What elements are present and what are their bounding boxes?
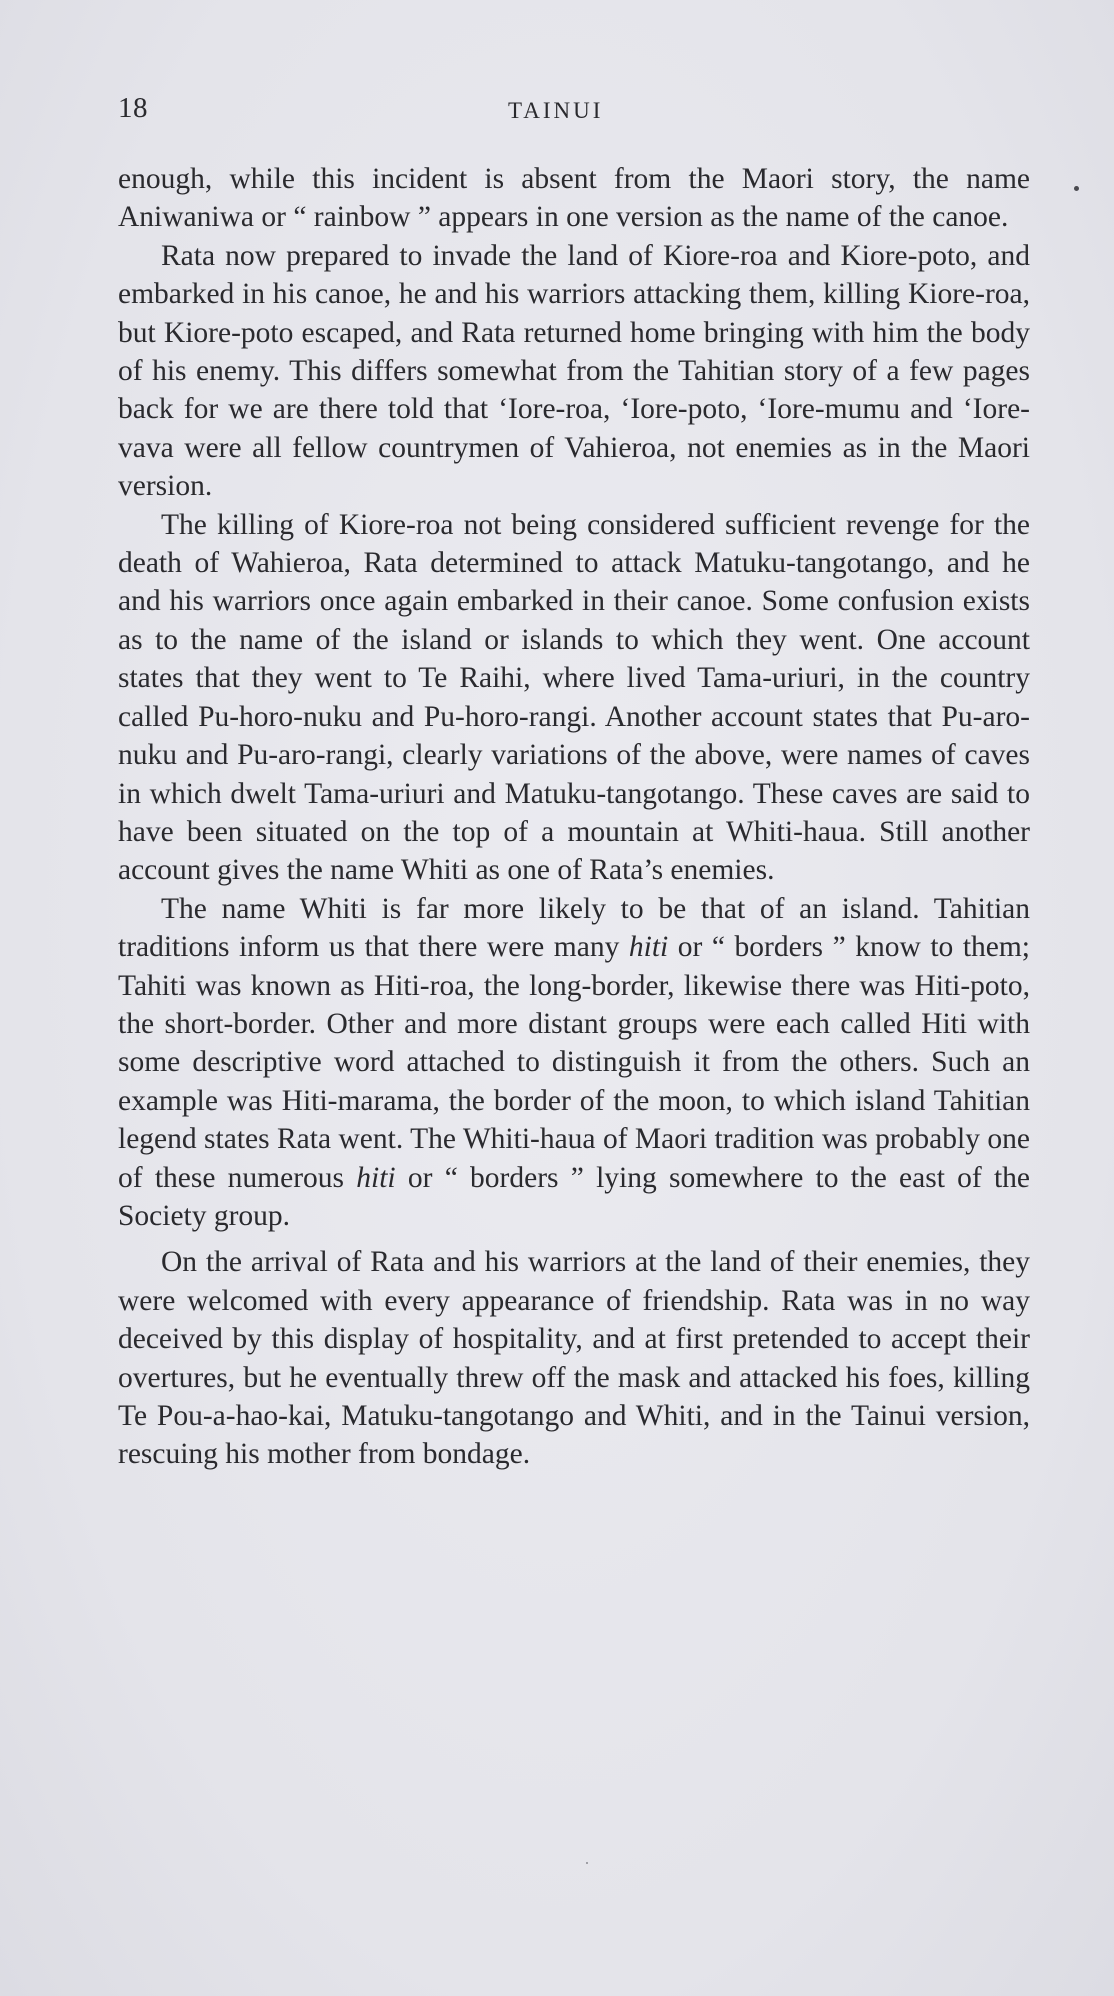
running-head	[118, 92, 1028, 132]
running-title: TAINUI	[508, 98, 604, 123]
paragraph-4	[118, 890, 1030, 1236]
italic-term-hiti: hiti	[628, 931, 669, 964]
paragraph-4-text-c: or “ borders ” lying somewhere to the east of the Society group.	[118, 1161, 1031, 1232]
paragraph-2: Rata now prepared to invade the land of Kiore-roa and Kiore-poto, and embarked in his canoe, he and his warriors attacking them, killing Kiore-roa, but Kiore-poto escaped, and Rata returned home bringing with him the body of his enemy. This differs somewhat from the Tahitian story of a few pages back for we are there told that ‘Iore-roa, ‘Iore-poto, ‘Iore-mumu and ‘Iore-vava were all fellow countrymen of Vahieroa, not enemies as in the Maori version.	[118, 239, 1030, 503]
margin-mark	[1074, 186, 1079, 191]
italic-term-hiti-2: hiti	[356, 1161, 396, 1194]
paragraph-4-text-b: or “ borders ” know to them; Tahiti was known as Hiti-roa, the long-border, likewise there was Hiti-poto, the short-border. Other and more distant groups were each called Hiti with some descriptive word attached to distinguish it from the others. Such an example was Hiti-marama, the border of the moon, to which island Tahitian legend states Rata went. The Whiti-haua of Maori tradition was probably one of these numerous	[118, 931, 1030, 1194]
page-number: 18	[118, 92, 148, 124]
paragraph-4-text-a: The name Whiti is far more likely to be that of an island. Tahitian traditions inform us that there were many	[118, 892, 1030, 964]
body-text	[118, 160, 1030, 1474]
paragraph-1: enough, while this incident is absent from the Maori story, the name Aniwaniwa or “ rainbow ” appears in one version as the name of the canoe.	[118, 163, 1030, 234]
paragraph-5: On the arrival of Rata and his warriors at the land of their enemies, they were welcomed with every appearance of friendship. Rata was in no way deceived by this display of hospitality, and at first pretended to accept their overtures, but he eventually threw off the mask and attacked his foes, killing Te Pou-a-hao-kai, Matuku-tangotango and Whiti, and in the Tainui version, rescuing his mother from bondage.	[118, 1246, 1030, 1471]
paper-speck	[586, 1862, 588, 1864]
paragraph-3: The killing of Kiore-roa not being considered sufficient revenge for the death of Wahieroa, Rata determined to attack Matuku-tangotango, and he and his warriors once again embarked in their canoe. Some confusion exists as to the name of the island or islands to which they went. One account states that they went to Te Raihi, where lived Tama-uriuri, in the country called Pu-horo-nuku and Pu-horo-rangi. Another account states that Pu-aro-nuku and Pu-aro-rangi, clearly variations of the above, were names of caves in which dwelt Tama-uriuri and Matuku-tangotango. These caves are said to have been situated on the top of a mountain at Whiti-haua. Still another account gives the name Whiti as one of Rata’s enemies.	[118, 508, 1030, 887]
